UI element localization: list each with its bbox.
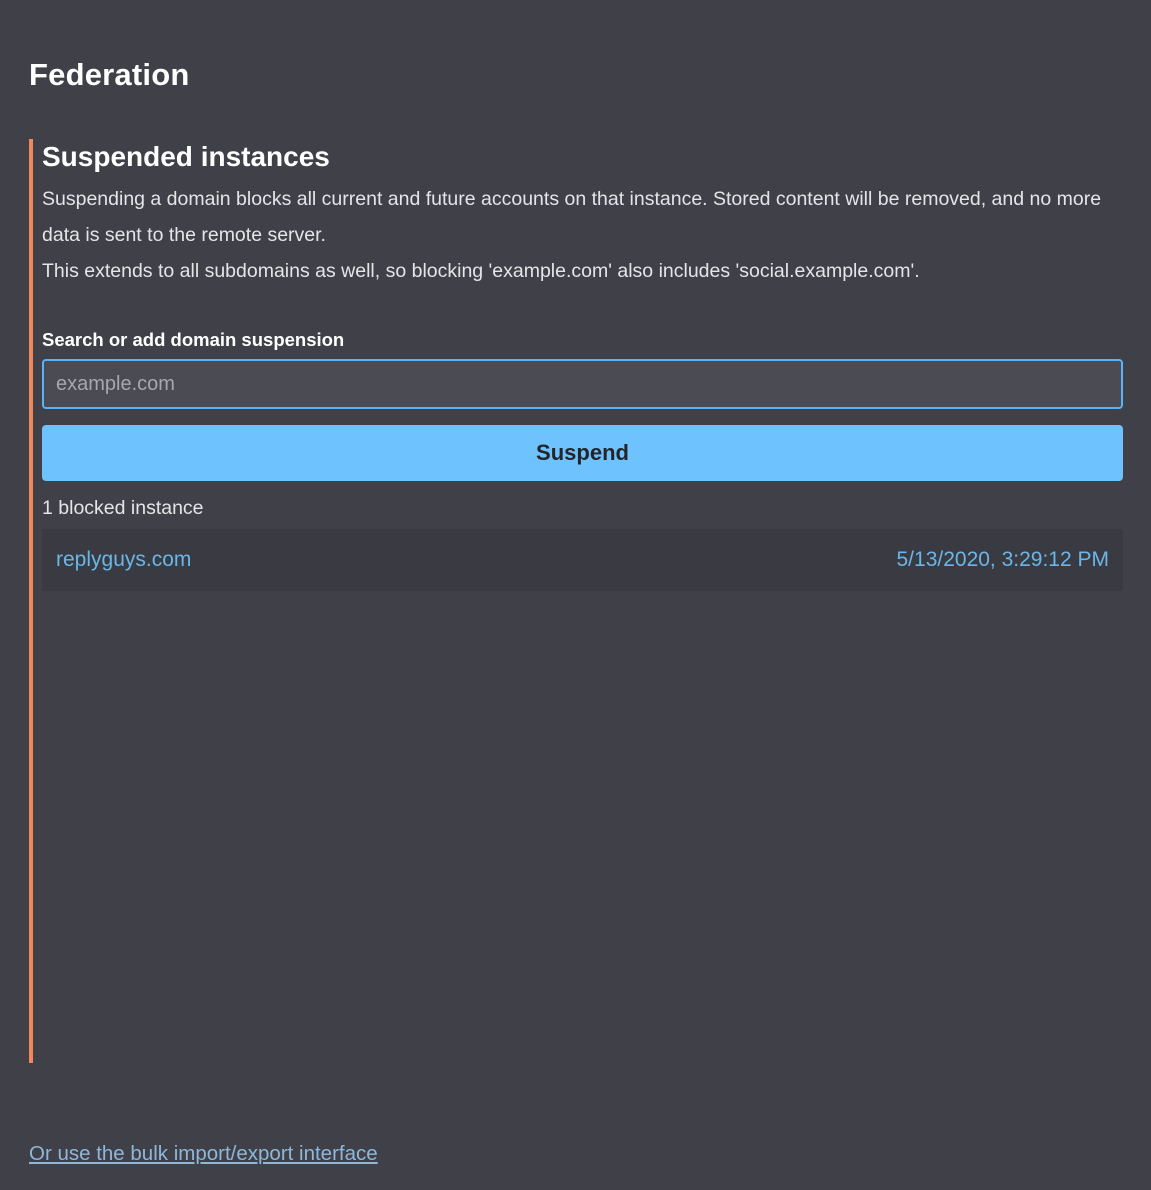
suspend-button[interactable]: Suspend (42, 425, 1123, 481)
section-description-line-1: Suspending a domain blocks all current and future accounts on that instance. Stored content will be removed, and no more data is sent to the remote server. (42, 188, 1102, 247)
section-description-line-2: This extends to all subdomains as well, so blocking 'example.com' also includes 'social.example.com'. (42, 260, 920, 283)
search-field-label: Search or add domain suspension (42, 329, 345, 351)
search-input[interactable] (42, 359, 1123, 409)
instance-suspended-date: 5/13/2020, 3:29:12 PM (896, 548, 1109, 572)
section-description (42, 181, 1102, 289)
bulk-import-export-link[interactable]: Or use the bulk import/export interface (29, 1141, 378, 1165)
page-title: Federation (29, 56, 190, 92)
instance-domain-link[interactable]: replyguys.com (56, 548, 192, 572)
panel-accent-bar (29, 139, 33, 1063)
table-row[interactable] (42, 529, 1123, 591)
suspended-instances-panel (29, 139, 1139, 592)
federation-page (0, 21, 1151, 1190)
blocked-instance-count: 1 blocked instance (42, 497, 204, 520)
section-heading: Suspended instances (42, 140, 330, 172)
